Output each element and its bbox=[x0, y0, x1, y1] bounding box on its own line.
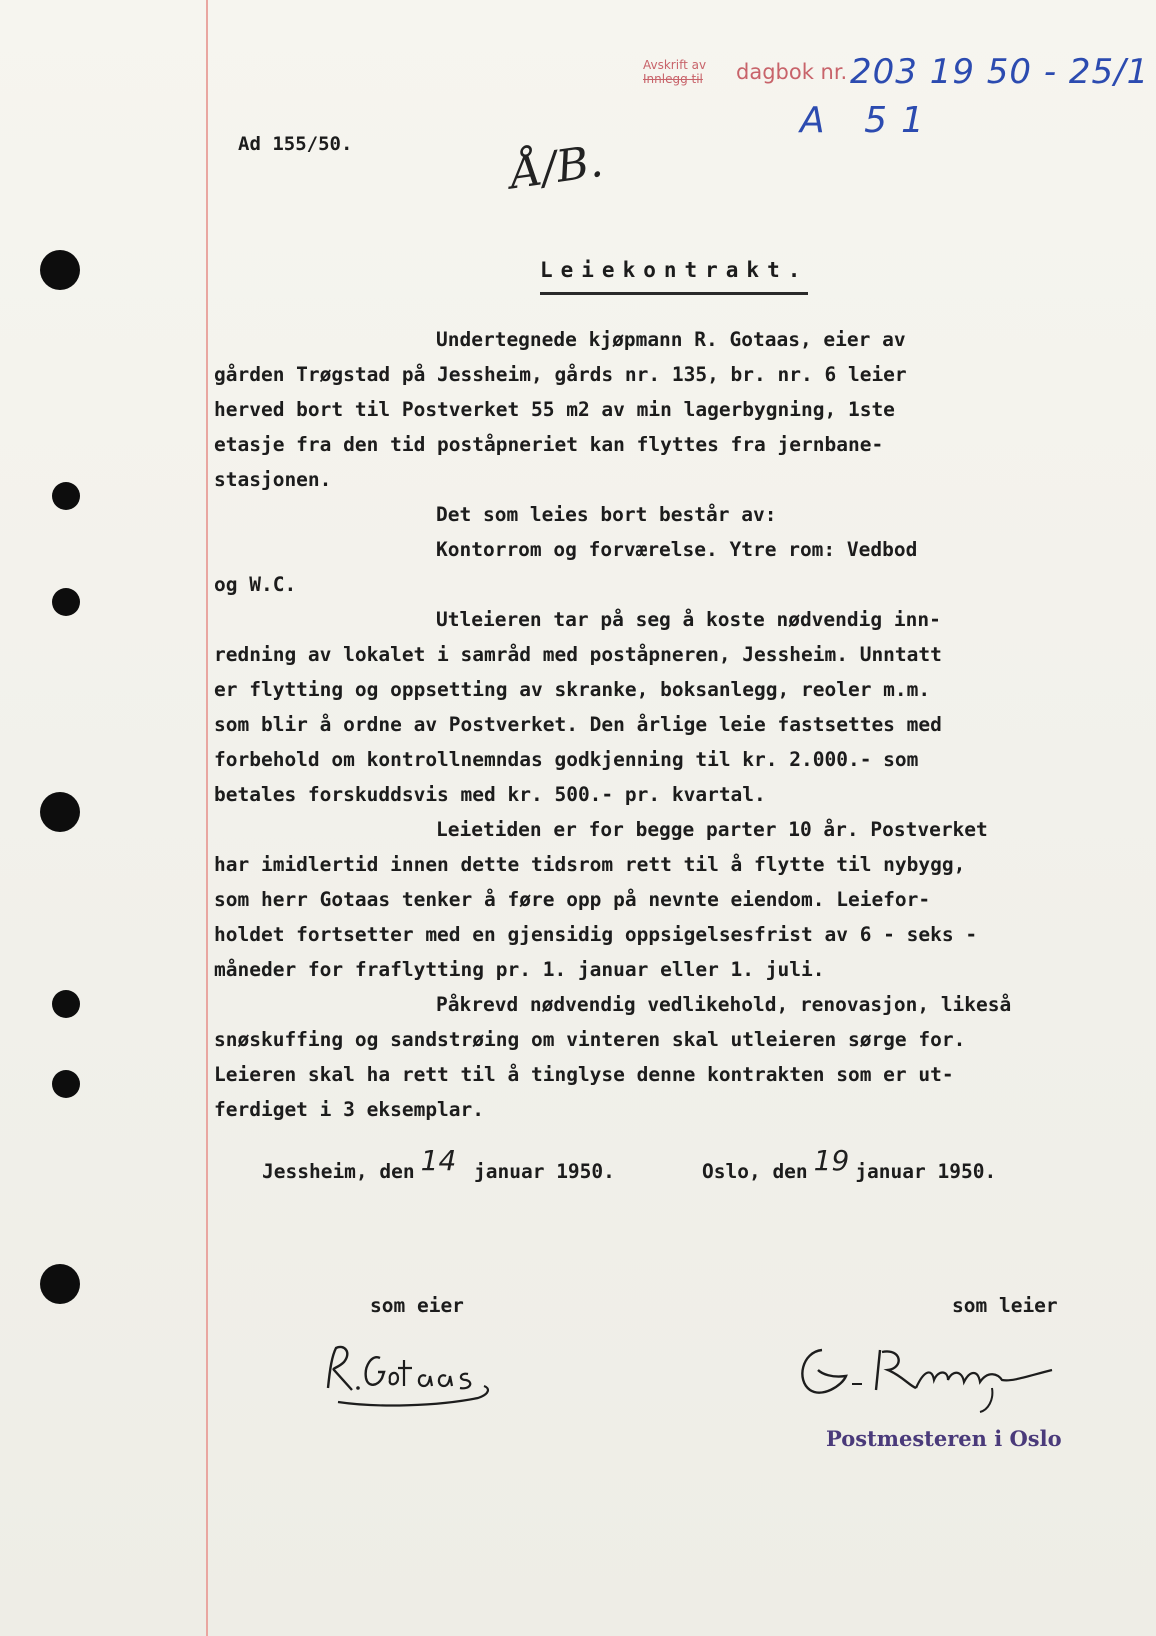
text-line: forbehold om kontrollnemndas godkjenning til kr. 2.000.- som bbox=[214, 748, 919, 771]
text-line: redning av lokalet i samråd med poståpneren, Jessheim. Unntatt bbox=[214, 643, 942, 666]
punch-hole bbox=[40, 1264, 80, 1304]
tenant-signature bbox=[792, 1340, 1092, 1420]
punch-hole bbox=[52, 990, 80, 1018]
text-line: stasjonen. bbox=[214, 468, 332, 491]
date-place: Jessheim, den bbox=[262, 1160, 415, 1183]
text-line: Utleieren tar på seg å koste nødvendig inn- bbox=[436, 608, 941, 631]
document-title: Leiekontrakt. bbox=[540, 258, 808, 295]
text-line: holdet fortsetter med en gjensidig oppsigelsesfrist av 6 - seks - bbox=[214, 923, 978, 946]
text-line: som herr Gotaas tenker å føre opp på nevnte eiendom. Leiefor- bbox=[214, 888, 931, 911]
text-line: er flytting og oppsetting av skranke, boksanlegg, reoler m.m. bbox=[214, 678, 931, 701]
date-place: Oslo, den bbox=[702, 1160, 808, 1183]
punch-hole bbox=[52, 1070, 80, 1098]
text-line: Leieren skal ha rett til å tinglyse denne kontrakten som er ut- bbox=[214, 1063, 954, 1086]
text-line: snøskuffing og sandstrøing om vinteren skal utleieren sørge for. bbox=[214, 1028, 966, 1051]
text-line: Kontorrom og forværelse. Ytre rom: Vedbod bbox=[436, 538, 918, 561]
dagbok-code: A 51 bbox=[800, 100, 938, 141]
handwritten-initials: Å/B. bbox=[506, 135, 607, 200]
registry-stamp bbox=[643, 58, 706, 86]
date-oslo bbox=[702, 1144, 997, 1185]
stamp-dagbok-label: dagbok nr. bbox=[736, 60, 848, 84]
text-line: gården Trøgstad på Jessheim, gårds nr. 135, br. nr. 6 leier bbox=[214, 363, 907, 386]
dagbok-number: 203 19 50 - 25/1 bbox=[850, 52, 1150, 92]
punch-hole bbox=[40, 792, 80, 832]
margin-line bbox=[206, 0, 208, 1636]
text-line: og W.C. bbox=[214, 573, 297, 596]
text-line: ferdiget i 3 eksemplar. bbox=[214, 1098, 485, 1121]
stamp-line-1: Avskrift av bbox=[643, 58, 707, 72]
role-owner: som eier bbox=[370, 1294, 464, 1317]
date-month-year: januar 1950. bbox=[474, 1160, 615, 1183]
reference-number: Ad 155/50. bbox=[238, 133, 353, 155]
text-line: etasje fra den tid poståpneriet kan flyttes fra jernbane- bbox=[214, 433, 884, 456]
punch-hole bbox=[40, 250, 80, 290]
date-month-year: januar 1950. bbox=[855, 1160, 997, 1183]
text-line: måneder for fraflytting pr. 1. januar eller 1. juli. bbox=[214, 958, 825, 981]
text-line: Leietiden er for begge parter 10 år. Postverket bbox=[436, 818, 988, 841]
contract-body bbox=[214, 322, 1134, 1127]
text-line: herved bort til Postverket 55 m2 av min lagerbygning, 1ste bbox=[214, 398, 895, 421]
text-line: Det som leies bort består av: bbox=[436, 503, 777, 526]
text-line: Påkrevd nødvendig vedlikehold, renovasjon, likeså bbox=[436, 993, 1012, 1016]
handwritten-day: 19 bbox=[813, 1144, 850, 1177]
handwritten-day: 14 bbox=[420, 1144, 457, 1177]
punch-hole bbox=[52, 482, 80, 510]
postmaster-stamp: Postmesteren i Oslo bbox=[826, 1426, 1062, 1451]
date-jessheim bbox=[262, 1144, 615, 1185]
text-line: Undertegnede kjøpmann R. Gotaas, eier av bbox=[436, 328, 906, 351]
text-line: som blir å ordne av Postverket. Den årlige leie fastsettes med bbox=[214, 713, 942, 736]
text-line: betales forskuddsvis med kr. 500.- pr. kvartal. bbox=[214, 783, 766, 806]
stamp-line-2: Innlegg til bbox=[643, 72, 703, 86]
punch-hole bbox=[52, 588, 80, 616]
role-tenant: som leier bbox=[952, 1294, 1058, 1317]
text-line: har imidlertid innen dette tidsrom rett til å flytte til nybygg, bbox=[214, 853, 966, 876]
owner-signature bbox=[318, 1338, 518, 1418]
